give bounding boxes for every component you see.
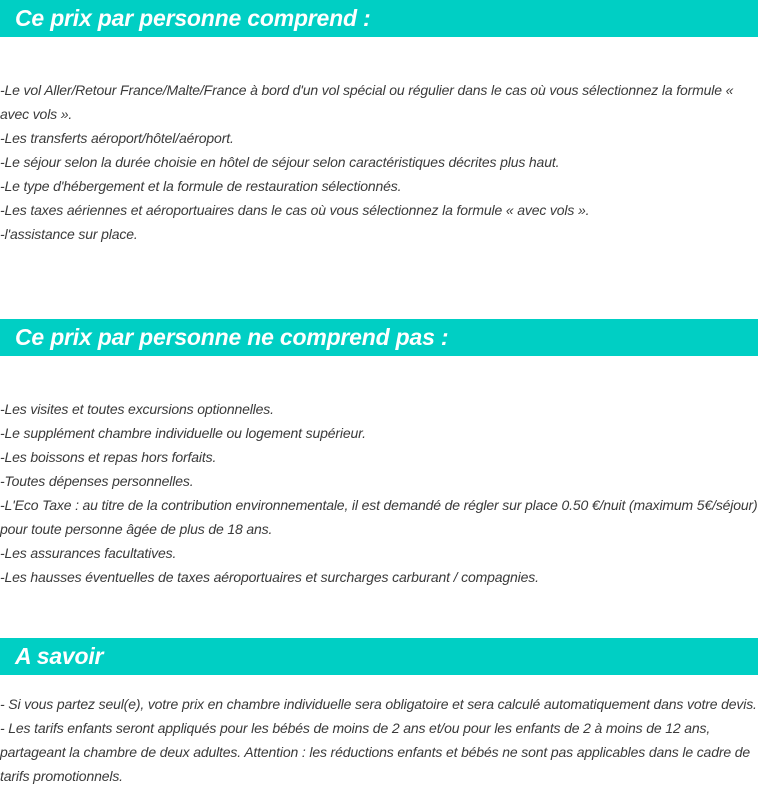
list-item: -L'Eco Taxe : au titre de la contribution environnementale, il est demandé de régler sur place 0.50 €/nuit (maximum 5€/séjour) pour toute personne âgée de plus de 18 ans.: [0, 497, 758, 537]
section-header-not-included: [0, 319, 758, 356]
list-item: -Les boissons et repas hors forfaits.: [0, 449, 217, 465]
list-item: -Les taxes aériennes et aéroportuaires dans le cas où vous sélectionnez la formule « avec vols ».: [0, 202, 590, 218]
section-title-not-included: Ce prix par personne ne comprend pas :: [15, 324, 449, 350]
list-item: -Les hausses éventuelles de taxes aéroportuaires et surcharges carburant / compagnies.: [0, 569, 539, 585]
list-item: -Les visites et toutes excursions optionnelles.: [0, 401, 274, 417]
included-list: [0, 78, 758, 246]
section-header-included: [0, 0, 758, 37]
good-to-know-list: [0, 692, 758, 788]
list-item: -Le séjour selon la durée choisie en hôtel de séjour selon caractéristiques décrites plus haut.: [0, 154, 560, 170]
list-item: -Le type d'hébergement et la formule de restauration sélectionnés.: [0, 178, 402, 194]
list-item: -Le vol Aller/Retour France/Malte/France à bord d'un vol spécial ou régulier dans le cas où vous sélectionnez la formule « avec vols ».: [0, 82, 734, 122]
section-title-included: Ce prix par personne comprend :: [15, 5, 371, 31]
list-item: -Toutes dépenses personnelles.: [0, 473, 194, 489]
list-item: -Les transferts aéroport/hôtel/aéroport.: [0, 130, 234, 146]
list-item: -Les assurances facultatives.: [0, 545, 177, 561]
list-item: - Les tarifs enfants seront appliqués pour les bébés de moins de 2 ans et/ou pour les enfants de 2 à moins de 12 ans, partageant la chambre de deux adultes. Attention : les réductions enfants et bébés ne sont pas applicables dans le cadre de tarifs promotionnels.: [0, 720, 750, 784]
not-included-list: [0, 397, 758, 589]
list-item: -Le supplément chambre individuelle ou logement supérieur.: [0, 425, 366, 441]
section-title-good-to-know: A savoir: [15, 643, 104, 669]
list-item: - Si vous partez seul(e), votre prix en chambre individuelle sera obligatoire et sera calculé automatiquement dans votre devis.: [0, 696, 757, 712]
list-item: -l'assistance sur place.: [0, 226, 138, 242]
section-header-good-to-know: [0, 638, 758, 675]
